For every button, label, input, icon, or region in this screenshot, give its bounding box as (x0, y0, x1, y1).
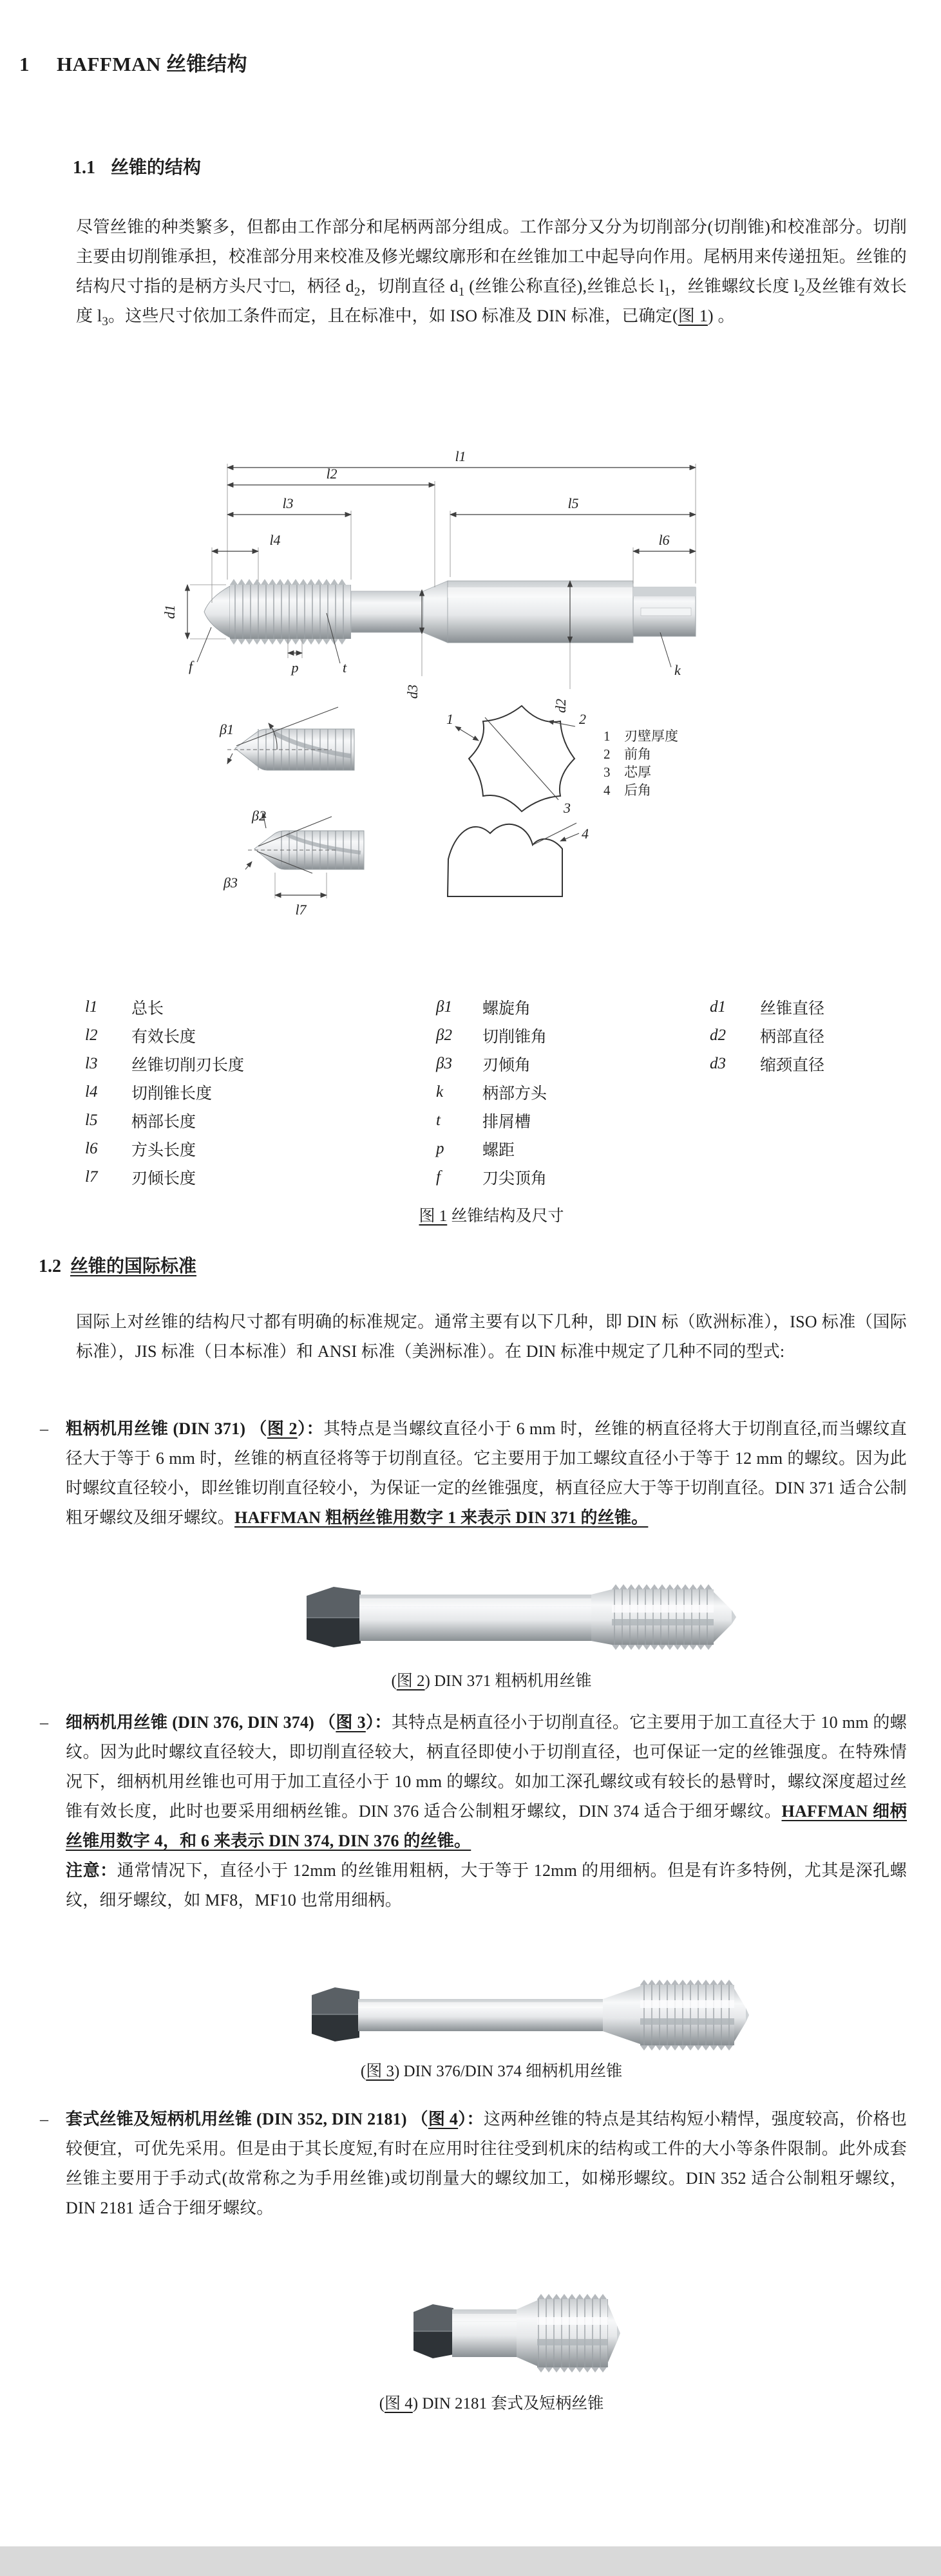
text-run: 1 (458, 285, 465, 299)
footer-scan-bar (0, 2546, 941, 2576)
page-title (19, 48, 247, 77)
text-run: ）： (458, 2110, 484, 2128)
dim-label-l1: l1 (455, 448, 466, 464)
bullet-din376-374-text (66, 1708, 907, 1856)
text-run: 图 4 (385, 2395, 413, 2412)
bullet-din352-2181-text (66, 2105, 907, 2223)
section-callout-2: 2 (579, 711, 586, 727)
dim-label-l6: l6 (658, 532, 670, 548)
tap-shank (359, 1589, 612, 1645)
section-callout-1: 1 (446, 711, 453, 727)
legend-row: d3 缩颈直径 (710, 1055, 825, 1074)
tap-shank (358, 1986, 640, 2044)
text-run: 图 1 (419, 1208, 448, 1225)
text-run: （ (411, 2110, 428, 2128)
figure2-din371-tap-image (301, 1579, 736, 1655)
text-run: HAFFMAN 细柄丝锥用数字 4，和 6 来表示 DIN 374, DIN 376 的丝锥。 (66, 1802, 907, 1850)
bullet-marker: – (40, 1419, 48, 1438)
text-run: ( (379, 2395, 385, 2412)
section-number: 1.1 (73, 158, 95, 178)
legend-row: d2 柄部直径 (710, 1027, 825, 1046)
legend-column-lengths (85, 993, 436, 1191)
text-run: 注意： (66, 1861, 117, 1880)
section-1-2-heading (39, 1252, 196, 1278)
text-run: 通常情况下，直径小于 12mm 的丝锥用粗柄，大于等于 12mm 的用细柄。但是有许多特例，尤其是深孔螺纹，细牙螺纹，如 MF8，MF10 也常用细柄。 (66, 1861, 907, 1909)
tap-thread (537, 2294, 620, 2372)
legend-row: β1 螺旋角 (436, 998, 531, 1018)
tap-thread (640, 1980, 749, 2050)
svg-text:2: 2 (604, 746, 611, 762)
text-run: 其特点是柄直径小于切削直径。它主要用于加工直径大于 10 mm 的螺纹。因为此时螺纹直径较大，即切削直径较大，柄直径即使小于切削直径，也可保证一定的丝锥强度。在特殊情况下，细柄机用丝锥也可用于加工直径小于 10 mm 的螺纹。如加工深孔螺纹或有较长的悬臂时，螺纹深度超过丝锥有效长度，此时也要采用细柄丝锥。DIN 376 适合公制粗牙螺纹，DIN 374 适合于细牙螺纹。 (66, 1713, 907, 1821)
beta2-beta3-detail-view (223, 808, 364, 918)
dim-label-l5: l5 (567, 495, 579, 511)
dim-label-l2: l2 (326, 466, 337, 482)
figure4-caption (76, 2391, 907, 2414)
bullet-din371 (40, 1414, 907, 1533)
bullet-din376-374 (40, 1708, 907, 1915)
legend-row: l2 有效长度 (85, 1027, 196, 1046)
legend-row: p 螺距 (436, 1140, 515, 1159)
legend-row: β3 刃倾角 (436, 1055, 531, 1074)
svg-text:刃壁厚度: 刃壁厚度 (624, 728, 678, 744)
text-run: （ (318, 1713, 336, 1732)
text-run: 图 3 (366, 2063, 394, 2080)
figure1-tap-structure-diagram (61, 419, 744, 931)
relief-detail-view (448, 823, 589, 896)
bullet-din376-374-body (66, 1708, 907, 1915)
text-run: 粗柄机用丝锥 (DIN 371) (66, 1419, 251, 1438)
text-run: 细柄机用丝锥 (DIN 376, DIN 374) (66, 1713, 319, 1732)
legend-row: f 刀尖顶角 (436, 1168, 547, 1188)
dim-label-l7: l7 (295, 902, 307, 918)
dim-label-beta3: β3 (223, 875, 238, 891)
section-callout-3: 3 (564, 800, 571, 816)
text-run: 。这些尺寸依加工条件而定，且在标准中，如 ISO 标准及 DIN 标准，已确定( (108, 307, 678, 325)
text-run: 2 (799, 285, 805, 299)
svg-text:4: 4 (604, 782, 611, 798)
text-run: ，切削直径 d (360, 277, 459, 296)
main-tap-view (204, 579, 696, 645)
text-run: ，丝锥螺纹长度 l (670, 277, 799, 296)
legend-row: l3 丝锥切削刃长度 (85, 1055, 245, 1074)
svg-text:1: 1 (604, 728, 611, 744)
figure3-din376-tap-image (308, 1976, 749, 2053)
text-run: 图 2 (267, 1419, 298, 1438)
text-run: 3 (102, 315, 109, 328)
figure1-caption (76, 1203, 907, 1226)
figure2-caption (76, 1668, 907, 1691)
text-run: HAFFMAN 粗柄丝锥用数字 1 来表示 DIN 371 的丝锥。 (234, 1508, 649, 1527)
text-run: ) DIN 376/DIN 374 细柄机用丝锥 (394, 2063, 623, 2080)
text-run: 1 (664, 285, 670, 299)
text-run: 套式丝锥及短柄机用丝锥 (DIN 352, DIN 2181) (66, 2110, 412, 2128)
section-number: 1.2 (39, 1256, 61, 1276)
text-run: ( (391, 1672, 397, 1690)
legend-row: d1 丝锥直径 (710, 998, 825, 1018)
bullet-din352-2181 (40, 2105, 907, 2223)
paragraph-tap-structure (76, 213, 907, 331)
text-run: 图 3 (336, 1713, 366, 1732)
text-run: 尽管丝锥的种类繁多，但都由工作部分和尾柄两部分组成。工作部分又分为切削部分(切削锥)和校准部分。切削主要由切削锥承担，校准部分用来校准及修光螺纹廓形和在丝锥加工中起导向作用。尾柄用来传递扭矩。丝锥的结构尺寸指的是柄方头尺寸□，柄径 d (76, 218, 907, 296)
text-run: （ (250, 1419, 267, 1438)
svg-text:芯厚: 芯厚 (624, 764, 651, 780)
tap-square-head (312, 1987, 359, 2041)
tap-shank (452, 2300, 537, 2366)
legend-row: β2 切削锥角 (436, 1027, 547, 1046)
figure3-caption (76, 2058, 907, 2081)
dim-label-l3: l3 (282, 495, 294, 511)
text-run: ( (360, 2063, 366, 2080)
dim-label-t: t (343, 659, 347, 676)
legend-row: l4 切削锥长度 (85, 1083, 213, 1103)
tap-square-head (307, 1587, 361, 1647)
dim-label-f: f (189, 658, 193, 674)
paragraph-international-standards (76, 1307, 907, 1367)
bullet-marker: – (40, 1713, 48, 1732)
dimension-legend (85, 993, 884, 1191)
section-title: 丝锥的国际标准 (70, 1256, 197, 1276)
dim-label-l4: l4 (269, 532, 281, 548)
text-run: ）： (297, 1419, 324, 1438)
bullet-din371-text (66, 1414, 907, 1533)
dim-label-beta2: β2 (252, 808, 266, 824)
text-run: 及丝锥有效长度 l (76, 277, 907, 325)
text-run: ) 。 (707, 307, 735, 325)
text-run: 图 4 (428, 2110, 459, 2128)
text-run: 国际上对丝锥的结构尺寸都有明确的标准规定。通常主要有以下几种，即 DIN 标（欧洲标准），ISO 标准（国际标准），JIS 标准（日本标准）和 ANSI 标准（美洲标准）。在 DIN 标准中规定了几种不同的型式: (76, 1312, 907, 1361)
text-run: (丝锥公称直径),丝锥总长 l (464, 277, 665, 296)
text-run: ) DIN 2181 套式及短柄丝锥 (412, 2395, 604, 2412)
tap-square-head (413, 2304, 453, 2358)
legend-row: l5 柄部长度 (85, 1112, 196, 1131)
legend-row: k 柄部方头 (436, 1083, 547, 1103)
text-run: ）： (365, 1713, 392, 1732)
svg-text:后角: 后角 (624, 782, 651, 798)
legend-column-diameters (710, 993, 884, 1191)
bullet-marker: – (40, 2110, 48, 2128)
dim-label-d3: d3 (404, 685, 421, 699)
tap-thread (612, 1584, 736, 1650)
cross-section-legend (604, 728, 678, 798)
svg-text:前角: 前角 (624, 746, 651, 762)
dim-label-d2: d2 (553, 699, 569, 713)
text-run: ) DIN 371 粗柄机用丝锥 (424, 1672, 592, 1690)
beta1-detail-view (219, 707, 354, 770)
text-run: 图 2 (396, 1672, 425, 1690)
legend-row: t 排屑槽 (436, 1112, 531, 1131)
cross-section-view (446, 706, 586, 816)
chapter-number: 1 (19, 53, 30, 75)
legend-column-angles (436, 993, 710, 1191)
chapter-title: HAFFMAN 丝锥结构 (57, 53, 248, 75)
svg-text:3: 3 (604, 764, 611, 780)
dim-label-p: p (291, 659, 299, 676)
dim-label-d1: d1 (162, 605, 178, 619)
legend-row: l6 方头长度 (85, 1140, 196, 1159)
text-run: 2 (354, 285, 361, 299)
note-shank-rule (66, 1856, 907, 1915)
text-run: 其特点是当螺纹直径小于 6 mm 时，丝锥的柄直径将大于切削直径,而当螺纹直径大于等于 6 mm 时，丝锥的柄直径将等于切削直径。它主要用于加工螺纹直径小于等于 12 mm 的螺纹。因为此时螺纹直径较小，即丝锥切削直径较小，为保证一定的丝锥强度，柄直径应大于等于切削直径。DIN 371 适合公制粗牙螺纹及细牙螺纹。 (66, 1419, 907, 1527)
text-run: 图 1 (678, 307, 708, 325)
section-1-1-heading (73, 153, 201, 179)
section-title: 丝锥的结构 (111, 158, 202, 178)
text-run: 这两种丝锥的特点是其结构短小精悍，强度较高，价格也较便宜，可优先采用。但是由于其长度短,有时在应用时往往受到机床的结构或工件的大小等条件限制。此外成套丝锥主要用于手动式(故常称之为手用丝锥)或切削量大的螺纹加工，如梯形螺纹。DIN 352 适合公制粗牙螺纹，DIN 2181 适合于细牙螺纹。 (66, 2110, 908, 2217)
dim-label-beta1: β1 (220, 721, 234, 737)
dim-label-k: k (674, 662, 681, 678)
relief-callout-4: 4 (582, 826, 589, 842)
text-run: 丝锥结构及尺寸 (447, 1208, 564, 1225)
legend-row: l1 总长 (85, 998, 164, 1018)
figure4-din2181-tap-image (411, 2290, 620, 2377)
legend-row: l7 刃倾长度 (85, 1168, 196, 1188)
